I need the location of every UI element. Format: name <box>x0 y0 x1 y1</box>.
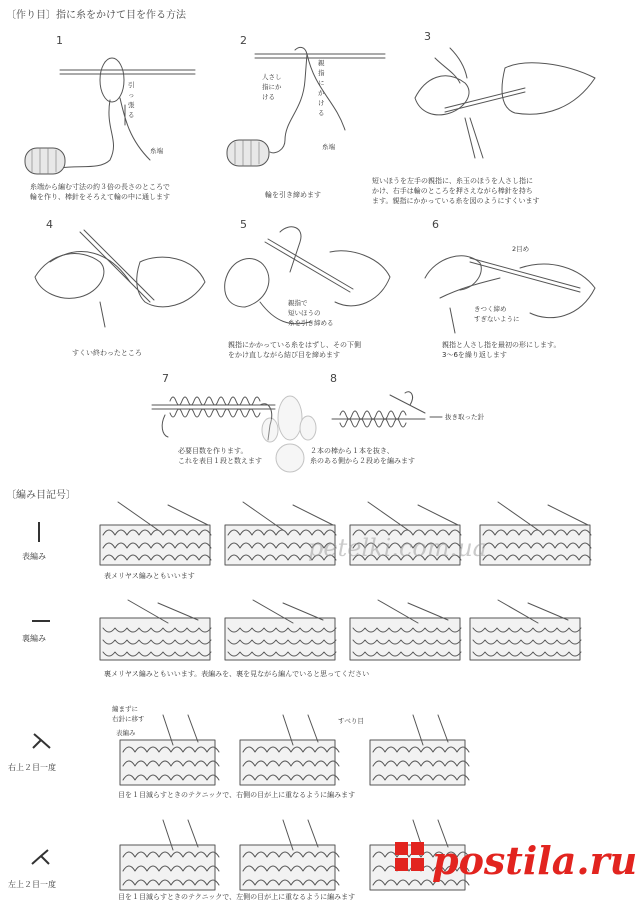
right-decrease-label-knit: 表編み <box>116 729 136 737</box>
right-decrease-diagrams <box>118 710 478 790</box>
purl-caption: 裏メリヤス編みともいいます。表編みを、裏を見ながら編んでいると思ってください <box>104 670 370 678</box>
purl-diagrams <box>98 598 598 668</box>
purl-label: 裏編み <box>22 634 46 643</box>
right-decrease-label: 右上２目一度 <box>8 763 56 772</box>
step-number-2: 2 <box>240 34 247 47</box>
step2-label-yarn-end: 糸端 <box>322 143 335 151</box>
step2-label-index: 人さし指にかける <box>262 73 282 101</box>
step1-label-yarn-end: 糸端 <box>150 147 163 155</box>
knit-symbol-icon <box>36 520 42 544</box>
brand-logo-icon <box>395 842 425 872</box>
step-number-5: 5 <box>240 218 247 231</box>
step8-label-removed-needle: 抜き取った針 <box>445 413 484 421</box>
watermark-site: petelki.com.ua <box>308 534 487 562</box>
left-decrease-label: 左上２目一度 <box>8 880 56 889</box>
step3-illustration <box>405 38 605 168</box>
right-decrease-label-slipped: すべり目 <box>338 717 364 725</box>
knit-caption: 表メリヤス編みともいいます <box>104 572 195 580</box>
section-title-stitch-symbols: 〔編み目記号〕 <box>6 490 76 501</box>
step6-label-second-stitch: 2目め <box>512 245 530 253</box>
cactus-decoration-icon <box>256 388 326 478</box>
right-decrease-caption: 目を１目減らすときのテクニックで、右側の目が上に重なるように編みます <box>118 791 356 799</box>
step5-caption: 親指にかかっている糸をはずし、その下側 をかけ直しながら結び目を締めます <box>228 341 361 359</box>
step8-caption: ２本の棒から１本を抜き、 糸のある側から２段めを編みます <box>310 447 415 465</box>
step5-label-thumb-pull: 親指で 短いほうの 糸を引き締める <box>288 299 334 327</box>
step3-caption: 短いほうを左手の親指に、糸玉のほうを人さし指に かけ、右手は輪のところを押さえながら棒針を持ち ます。親指にかかっている糸を図のようにすくいます <box>372 177 540 205</box>
section-title-cast-on: 〔作り目〕指に糸をかけて目を作る方法 <box>6 10 186 21</box>
step-number-6: 6 <box>432 218 439 231</box>
step-number-8: 8 <box>330 372 337 385</box>
purl-symbol-icon <box>30 618 52 624</box>
step4-illustration <box>30 222 210 332</box>
step-number-3: 3 <box>424 30 431 43</box>
left-decrease-symbol-icon <box>30 846 52 866</box>
step2-caption: 輪を引き締めます <box>265 191 321 199</box>
step-number-4: 4 <box>46 218 53 231</box>
step2-label-thumb: 親指にかける <box>318 59 325 117</box>
left-decrease-caption: 目を１目減らすときのテクニックで、左側の目が上に重なるように編みます <box>118 893 356 901</box>
step2-illustration <box>225 40 405 190</box>
step1-label-pull: 引っ張る <box>128 81 135 119</box>
step4-caption: すくい終わったところ <box>72 349 142 357</box>
step-number-7: 7 <box>162 372 169 385</box>
right-decrease-label-slip: 編まずに 右針に移す <box>112 705 145 723</box>
step6-caption: 親指と人さし指を最初の形にします。 3〜6を繰り返します <box>442 341 561 359</box>
right-decrease-symbol-icon <box>30 730 52 750</box>
step1-illustration <box>20 40 200 190</box>
knit-label: 表編み <box>22 552 46 561</box>
step-number-1: 1 <box>56 34 63 47</box>
step7-caption: 必要目数を作ります。 これを表目１段と数えます <box>178 447 262 465</box>
step6-label-not-too-tight: きつく締め すぎないように <box>474 305 520 323</box>
step1-caption: 糸端から編む寸法の約３倍の長さのところで 輪を作り、棒針をそろえて輪の中に通します <box>30 183 170 201</box>
brand-watermark: postila.ru <box>432 838 637 883</box>
